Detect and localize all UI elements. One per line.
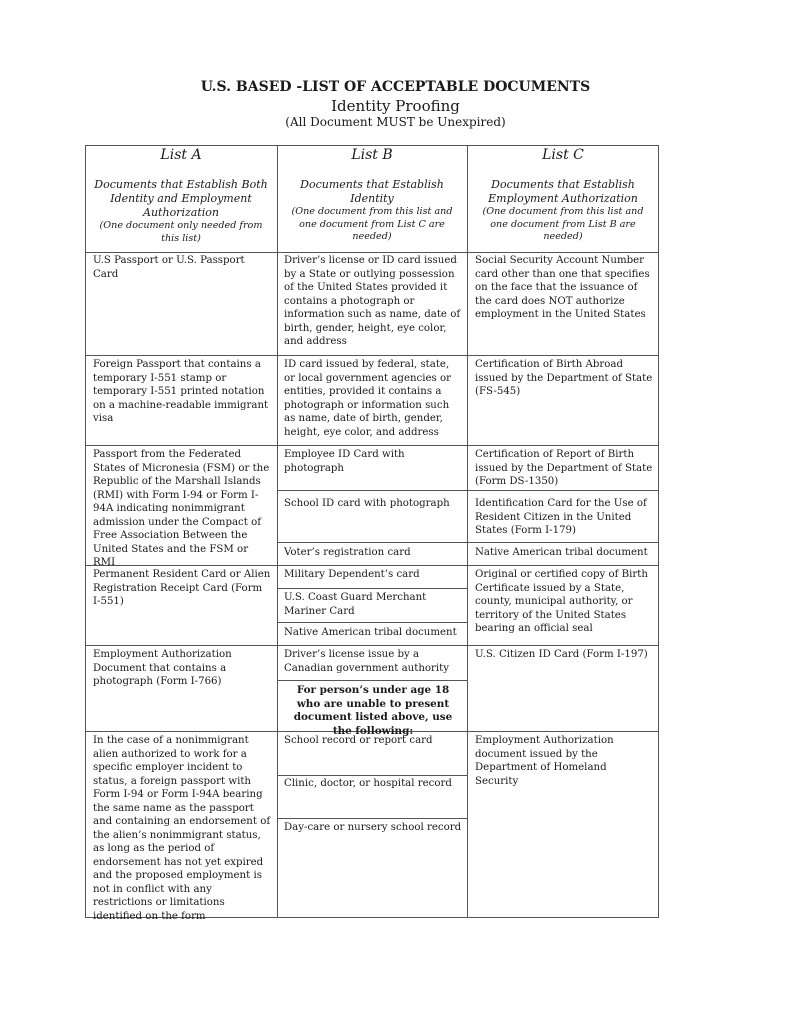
- row-divider: [85, 645, 659, 646]
- list-b-title: List B: [351, 147, 393, 163]
- row-divider: [85, 355, 659, 356]
- document-note: (All Document MUST be Unexpired): [285, 115, 506, 129]
- row-divider: [85, 445, 659, 446]
- list-c-title: List C: [542, 147, 584, 163]
- row-divider: [277, 775, 467, 776]
- row-divider: [277, 622, 467, 623]
- list-b-item: Day-care or nursery school record: [284, 822, 462, 833]
- list-c-item: Native American tribal document: [475, 547, 648, 558]
- list-b-item: Military Dependent’s card: [284, 569, 420, 580]
- list-b-item: U.S. Coast Guard Merchant Mariner Card: [284, 592, 427, 617]
- document-title: U.S. BASED -LIST OF ACCEPTABLE DOCUMENTS: [200, 79, 591, 95]
- list-c-item: U.S. Citizen ID Card (Form I-197): [475, 649, 648, 660]
- list-b-item: School ID card with photograph: [284, 498, 450, 509]
- list-b-item: Clinic, doctor, or hospital record: [284, 778, 452, 789]
- list-c-item: Original or certified copy of Birth Certificate issued by a State, county, municipal authority, or territory of the United States bearing an official seal: [475, 569, 648, 634]
- column-divider: [467, 145, 468, 918]
- list-a-header: [91, 147, 271, 245]
- row-divider: [277, 818, 467, 819]
- list-c-description: Documents that Establish Employment Authorization: [488, 178, 638, 205]
- list-a-item: Employment Authorization Document that contains a photograph (Form I-766): [93, 649, 232, 687]
- list-a-item: Foreign Passport that contains a temporary I-551 stamp or temporary I-551 printed notation on a machine-readable immigrant visa: [93, 359, 269, 424]
- list-b-item: ID card issued by federal, state, or local government agencies or entities, provided it contains a photograph or information such as name, date of birth, gender, height, eye color, and address: [284, 359, 452, 438]
- document-subtitle: Identity Proofing: [331, 97, 460, 115]
- list-b-item: Employee ID Card with photograph: [284, 449, 405, 474]
- list-b-under-18-note: For person’s under age 18 who are unable to present document listed above, use the following:: [293, 684, 453, 737]
- list-b-header: [289, 147, 455, 244]
- column-divider: [277, 145, 278, 918]
- row-divider: [277, 588, 467, 589]
- list-c-item: Certification of Birth Abroad issued by the Department of State (FS-545): [475, 359, 653, 397]
- list-a-item: In the case of a nonimmigrant alien authorized to work for a specific employer incident to status, a foreign passport with Form I-94 or Form I-94A bearing the same name as the passport and containing an endorsement of the alien’s nonimmigrant status, as long as the period of endorsement has not yet expired and the proposed employment is not in conflict with any restrictions or limitations identified on the form: [93, 735, 271, 922]
- list-b-item: School record or report card: [284, 735, 433, 746]
- list-a-item: U.S Passport or U.S. Passport Card: [93, 255, 245, 280]
- list-c-item: Social Security Account Number card other than one that specifies on the face that the issuance of the card does NOT authorize employment in the United States: [475, 255, 650, 320]
- list-a-title: List A: [160, 147, 202, 163]
- list-c-item: Identification Card for the Use of Resident Citizen in the United States (Form I-179): [475, 498, 647, 536]
- row-divider: [85, 252, 659, 253]
- list-c-item: Employment Authorization document issued by the Department of Homeland Security: [475, 735, 614, 787]
- list-b-item: Native American tribal document: [284, 627, 457, 638]
- list-b-note: (One document from this list and one document from List C are needed): [291, 206, 453, 242]
- list-c-header: [473, 147, 653, 244]
- list-a-note: (One document only needed from this list): [99, 220, 263, 244]
- list-a-description: Documents that Establish Both Identity and Employment Authorization: [94, 178, 268, 219]
- list-c-note: (One document from this list and one document from List B are needed): [482, 206, 644, 242]
- list-a-item: Passport from the Federated States of Micronesia (FSM) or the Republic of the Marshall Islands (RMI) with Form I-94 or Form I-94A indicating nonimmigrant admission under the Compact of Free Association Between the United States and the FSM or RMI: [93, 449, 270, 568]
- row-divider: [277, 542, 659, 543]
- list-b-item: Driver’s license or ID card issued by a State or outlying possession of the United States provided it contains a photograph or information such as name, date of birth, gender, height, eye color, and address: [284, 255, 461, 347]
- list-b-item: Voter’s registration card: [284, 547, 411, 558]
- list-b-item: Driver’s license issue by a Canadian government authority: [284, 649, 450, 674]
- list-c-item: Certification of Report of Birth issued by the Department of State (Form DS-1350): [475, 449, 653, 487]
- list-b-description: Documents that Establish Identity: [300, 178, 444, 205]
- row-divider: [277, 490, 659, 491]
- list-a-item: Permanent Resident Card or Alien Registration Receipt Card (Form I-551): [93, 569, 271, 607]
- row-divider: [277, 680, 467, 681]
